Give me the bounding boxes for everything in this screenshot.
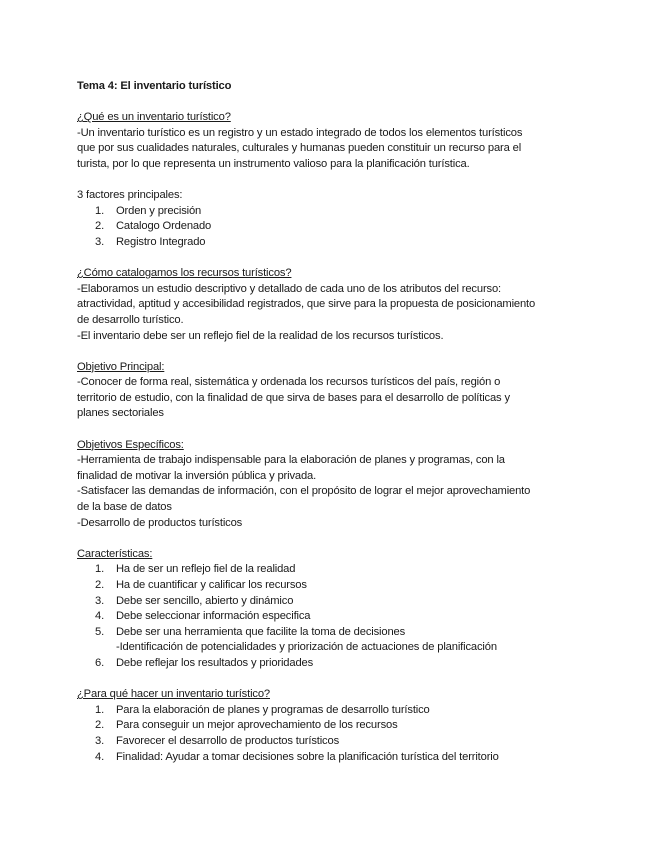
section-heading: Características: [77, 547, 153, 560]
list-item [77, 625, 597, 656]
section-factores [77, 188, 597, 250]
list-item-text: Para la elaboración de planes y programas de desarrollo turístico [116, 703, 430, 716]
list-number: 2. [95, 579, 105, 591]
list-item-text: Debe ser sencillo, abierto y dinámico [116, 594, 294, 607]
list-number: 2. [95, 220, 105, 233]
list-item-subline: -Identificación de potencialidades y priorización de actuaciones de planificación [116, 641, 497, 654]
text-line: -Un inventario turístico es un registro y un estado integrado de todos los elementos turísticos [77, 126, 523, 139]
numbered-list [77, 562, 597, 671]
list-item-text: Ha de cuantificar y calificar los recursos [116, 579, 307, 591]
text-line: -Satisfacer las demandas de información, con el propósito de lograr el mejor aprovechamiento [77, 485, 531, 498]
list-number: 3. [95, 734, 105, 747]
text-line: -Conocer de forma real, sistemática y ordenada los recursos turísticos del país, región o [77, 376, 501, 389]
list-item-text: Para conseguir un mejor aprovechamiento de los recursos [116, 719, 398, 732]
text-line: territorio de estudio, con la finalidad de que sirva de bases para el desarrollo de políticas y [77, 391, 510, 404]
list-item [77, 656, 597, 672]
section-objetivos-especificos [77, 438, 597, 532]
list-item [77, 718, 597, 734]
list-item-text: Debe seleccionar información especifica [116, 610, 311, 623]
text-line: turista, por lo que representa un instrumento valioso para la planificación turística. [77, 157, 470, 170]
section-que-es [77, 110, 597, 172]
section-heading: ¿Qué es un inventario turístico? [77, 111, 231, 124]
text-line: -Elaboramos un estudio descriptivo y detallado de cada uno de los atributos del recurso: [77, 282, 501, 295]
text-line: -El inventario debe ser un reflejo fiel de la realidad de los recursos turísticos. [77, 329, 444, 342]
numbered-list [77, 204, 597, 251]
text-line: de desarrollo turístico. [77, 313, 184, 326]
list-item-text: Registro Integrado [116, 235, 206, 248]
list-item [77, 219, 597, 235]
text-line: finalidad de motivar la inversión pública y privada. [77, 469, 317, 482]
list-number: 3. [95, 594, 105, 607]
text-line: atractividad, aptitud y accesibilidad registrados, que sirve para la propuesta de posicionamiento [77, 298, 536, 311]
list-intro: 3 factores principales: [77, 189, 183, 202]
list-item [77, 734, 597, 750]
section-heading: Objetivo Principal: [77, 360, 165, 373]
list-number: 4. [95, 610, 105, 623]
list-item [77, 750, 597, 766]
document-title: Tema 4: El inventario turístico [77, 80, 232, 92]
list-number: 4. [95, 750, 105, 763]
text-line: -Herramienta de trabajo indispensable para la elaboración de planes y programas, con la [77, 454, 505, 467]
text-line: de la base de datos [77, 501, 172, 514]
section-heading: ¿Para qué hacer un inventario turístico? [77, 688, 270, 701]
section-objetivo-principal [77, 360, 597, 422]
list-number: 1. [95, 703, 105, 716]
list-item [77, 703, 597, 719]
section-heading: Objetivos Específicos: [77, 438, 184, 451]
list-number: 3. [95, 235, 105, 248]
list-item [77, 594, 597, 610]
text-line: -Desarrollo de productos turísticos [77, 516, 243, 529]
list-item [77, 562, 597, 578]
text-line: que por sus cualidades naturales, culturales y humanas pueden constituir un recurso para el [77, 142, 522, 155]
list-number: 2. [95, 719, 105, 732]
list-item [77, 578, 597, 594]
section-heading: ¿Cómo catalogamos los recursos turísticos? [77, 267, 292, 280]
list-item-text: Ha de ser un reflejo fiel de la realidad [116, 563, 296, 576]
list-item-text: Orden y precisión [116, 204, 202, 217]
list-item-text: Finalidad: Ayudar a tomar decisiones sobre la planificación turística del territorio [116, 750, 499, 763]
list-item-text: Catalogo Ordenado [116, 220, 212, 233]
list-number: 1. [95, 563, 105, 576]
section-para-que [77, 687, 597, 765]
list-item [77, 235, 597, 251]
section-caracteristicas [77, 547, 597, 672]
list-item [77, 609, 597, 625]
list-number: 5. [95, 625, 105, 638]
list-item-text: Debe reflejar los resultados y prioridades [116, 656, 314, 669]
list-item-text: Favorecer el desarrollo de productos turísticos [116, 734, 340, 747]
list-item [77, 204, 597, 220]
list-number: 6. [95, 656, 105, 669]
section-catalogamos [77, 266, 597, 344]
list-item-text: Debe ser una herramienta que facilite la toma de decisiones [116, 625, 406, 638]
numbered-list [77, 703, 597, 765]
document-page [77, 79, 597, 765]
text-line: planes sectoriales [77, 407, 164, 420]
list-number: 1. [95, 204, 105, 217]
